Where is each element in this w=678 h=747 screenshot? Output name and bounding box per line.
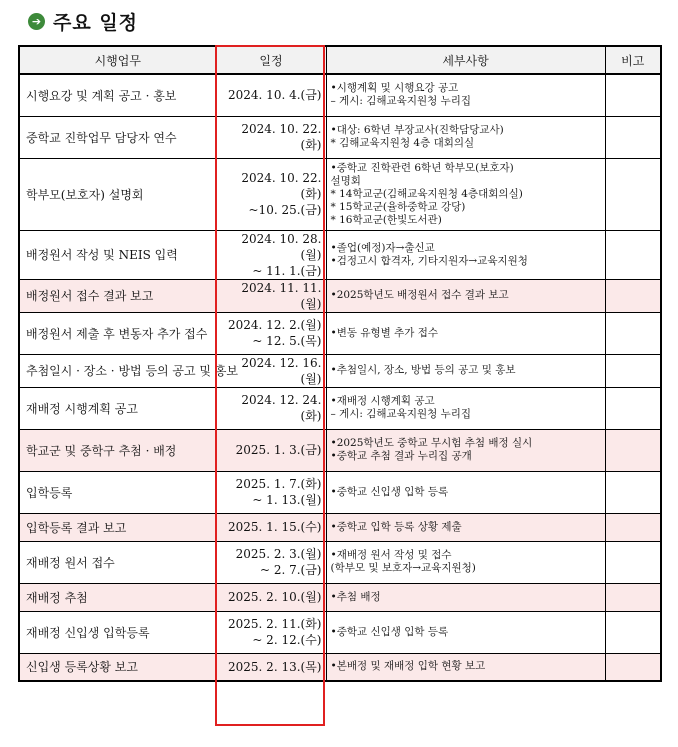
note-cell bbox=[605, 116, 661, 158]
table-row bbox=[19, 158, 661, 230]
table-row bbox=[19, 354, 661, 387]
task-cell: 입학등록 bbox=[19, 471, 216, 513]
note-cell bbox=[605, 158, 661, 230]
note-cell bbox=[605, 387, 661, 429]
note-cell bbox=[605, 354, 661, 387]
table-row bbox=[19, 653, 661, 681]
task-cell: 재배정 시행계획 공고 bbox=[19, 387, 216, 429]
detail-cell: •재배정 원서 작성 및 접수 (학부모 및 보호자→교육지원청) bbox=[326, 541, 605, 583]
date-cell: 2025. 1. 7.(화) ~ 1. 13.(월) bbox=[216, 471, 326, 513]
detail-cell: •본배정 및 재배정 입학 현황 보고 bbox=[326, 653, 605, 681]
task-cell: 시행요강 및 계획 공고 · 홍보 bbox=[19, 74, 216, 116]
date-cell: 2024. 12. 2.(월) ~ 12. 5.(목) bbox=[216, 312, 326, 354]
table-row bbox=[19, 312, 661, 354]
task-cell: 배정원서 작성 및 NEIS 입력 bbox=[19, 230, 216, 279]
table-row bbox=[19, 583, 661, 611]
date-cell: 2025. 1. 15.(수) bbox=[216, 513, 326, 541]
table-row bbox=[19, 611, 661, 653]
note-cell bbox=[605, 513, 661, 541]
note-cell bbox=[605, 312, 661, 354]
detail-cell: •중학교 진학관련 6학년 학부모(보호자) 설명회 * 14학교군(김해교육지원청 4층대회의실) * 15학교군(율하중학교 강당) * 16학교군(한빛도서관) bbox=[326, 158, 605, 230]
date-cell: 2024. 11. 11.(월) bbox=[216, 279, 326, 312]
task-cell: 신입생 등록상황 보고 bbox=[19, 653, 216, 681]
circle-arrow-icon: ➔ bbox=[28, 13, 45, 30]
table-row bbox=[19, 279, 661, 312]
date-cell: 2024. 12. 16.(월) bbox=[216, 354, 326, 387]
column-header-detail: 세부사항 bbox=[326, 46, 605, 74]
column-header-date: 일정 bbox=[216, 46, 326, 74]
table-row bbox=[19, 471, 661, 513]
task-cell: 재배정 신입생 입학등록 bbox=[19, 611, 216, 653]
note-cell bbox=[605, 471, 661, 513]
column-header-note: 비고 bbox=[605, 46, 661, 74]
task-cell: 입학등록 결과 보고 bbox=[19, 513, 216, 541]
detail-cell: •변동 유형별 추가 접수 bbox=[326, 312, 605, 354]
table-row bbox=[19, 74, 661, 116]
task-cell: 재배정 원서 접수 bbox=[19, 541, 216, 583]
detail-cell: •추첨일시, 장소, 방법 등의 공고 및 홍보 bbox=[326, 354, 605, 387]
task-cell: 추첨일시 · 장소 · 방법 등의 공고 및 홍보 bbox=[19, 354, 216, 387]
task-cell: 배정원서 제출 후 변동자 추가 접수 bbox=[19, 312, 216, 354]
detail-cell: •2025학년도 중학교 무시험 추첨 배정 실시 •중학교 추첨 결과 누리집 공개 bbox=[326, 429, 605, 471]
date-cell: 2025. 2. 13.(목) bbox=[216, 653, 326, 681]
detail-cell: •대상: 6학년 부장교사(진학담당교사) * 김해교육지원청 4층 대회의실 bbox=[326, 116, 605, 158]
note-cell bbox=[605, 230, 661, 279]
task-cell: 배정원서 접수 결과 보고 bbox=[19, 279, 216, 312]
note-cell bbox=[605, 541, 661, 583]
column-header-task: 시행업무 bbox=[19, 46, 216, 74]
date-cell: 2024. 10. 4.(금) bbox=[216, 74, 326, 116]
note-cell bbox=[605, 611, 661, 653]
note-cell bbox=[605, 583, 661, 611]
date-cell: 2024. 10. 22.(화) ~10. 25.(금) bbox=[216, 158, 326, 230]
schedule-table bbox=[18, 45, 662, 682]
detail-cell: •중학교 신입생 입학 등록 bbox=[326, 611, 605, 653]
date-cell: 2025. 2. 11.(화) ~ 2. 12.(수) bbox=[216, 611, 326, 653]
section-title: 주요 일정 bbox=[53, 11, 139, 34]
note-cell bbox=[605, 653, 661, 681]
detail-cell: •중학교 입학 등록 상황 제출 bbox=[326, 513, 605, 541]
date-cell: 2024. 10. 22.(화) bbox=[216, 116, 326, 158]
note-cell bbox=[605, 279, 661, 312]
date-cell: 2025. 2. 10.(월) bbox=[216, 583, 326, 611]
note-cell bbox=[605, 429, 661, 471]
table-row bbox=[19, 387, 661, 429]
table-row bbox=[19, 116, 661, 158]
table-row bbox=[19, 541, 661, 583]
table-row bbox=[19, 429, 661, 471]
date-cell: 2024. 12. 24.(화) bbox=[216, 387, 326, 429]
date-cell: 2024. 10. 28.(월) ~ 11. 1.(금) bbox=[216, 230, 326, 279]
detail-cell: •재배정 시행계획 공고 – 게시: 김해교육지원청 누리집 bbox=[326, 387, 605, 429]
date-cell: 2025. 1. 3.(금) bbox=[216, 429, 326, 471]
detail-cell: •시행계획 및 시행요강 공고 – 게시: 김해교육지원청 누리집 bbox=[326, 74, 605, 116]
header-row bbox=[19, 46, 661, 74]
detail-cell: •추첨 배정 bbox=[326, 583, 605, 611]
section-heading bbox=[28, 6, 138, 36]
task-cell: 학교군 및 중학구 추첨 · 배정 bbox=[19, 429, 216, 471]
detail-cell: •졸업(예정)자→출신교 •검정고시 합격자, 기타지원자→교육지원청 bbox=[326, 230, 605, 279]
table-row bbox=[19, 513, 661, 541]
task-cell: 재배정 추첨 bbox=[19, 583, 216, 611]
task-cell: 학부모(보호자) 설명회 bbox=[19, 158, 216, 230]
detail-cell: •중학교 신입생 입학 등록 bbox=[326, 471, 605, 513]
task-cell: 중학교 진학업무 담당자 연수 bbox=[19, 116, 216, 158]
date-cell: 2025. 2. 3.(월) ~ 2. 7.(금) bbox=[216, 541, 326, 583]
detail-cell: •2025학년도 배정원서 접수 결과 보고 bbox=[326, 279, 605, 312]
note-cell bbox=[605, 74, 661, 116]
table-row bbox=[19, 230, 661, 279]
